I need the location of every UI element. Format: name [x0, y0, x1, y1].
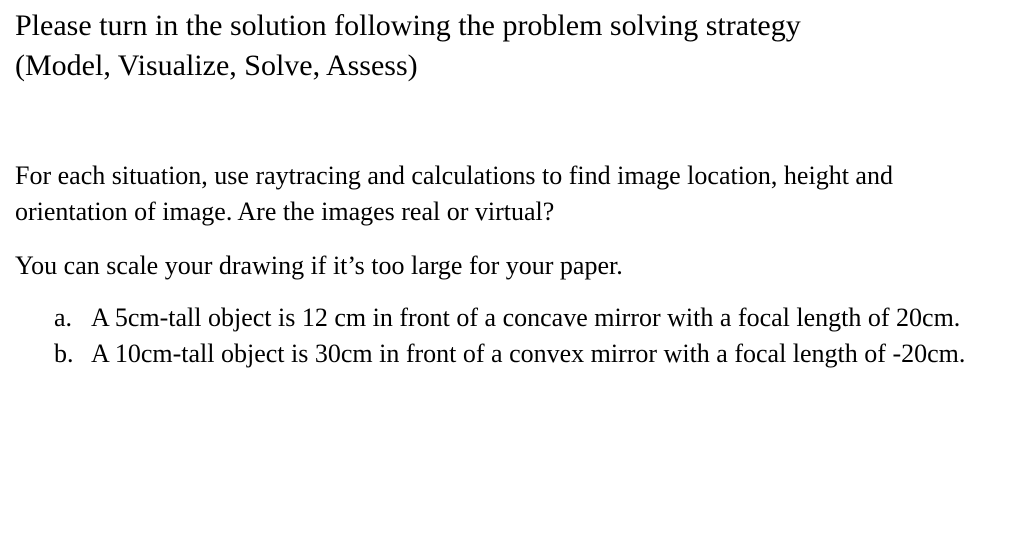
problem-marker-b: b.	[54, 339, 74, 368]
problem-list	[0, 300, 1024, 372]
heading-line-1: Please turn in the solution following the problem solving strategy	[15, 9, 801, 42]
problem-marker-a: a.	[54, 303, 73, 332]
instructions-paragraph: For each situation, use raytracing and calculations to find image location, height and orientation of image. Are the images real or virtual?	[15, 161, 893, 226]
problem-item-a	[0, 300, 1011, 336]
page-heading	[15, 6, 1005, 86]
problem-item-b	[0, 336, 1011, 372]
problem-text-b: A 10cm-tall object is 30cm in front of a convex mirror with a focal length of -20cm.	[91, 339, 966, 368]
heading-line-2: (Model, Visualize, Solve, Assess)	[15, 49, 418, 82]
problem-text-a: A 5cm-tall object is 12 cm in front of a concave mirror with a focal length of 20cm.	[91, 303, 961, 332]
scale-note-paragraph: You can scale your drawing if it’s too large for your paper.	[15, 251, 623, 280]
